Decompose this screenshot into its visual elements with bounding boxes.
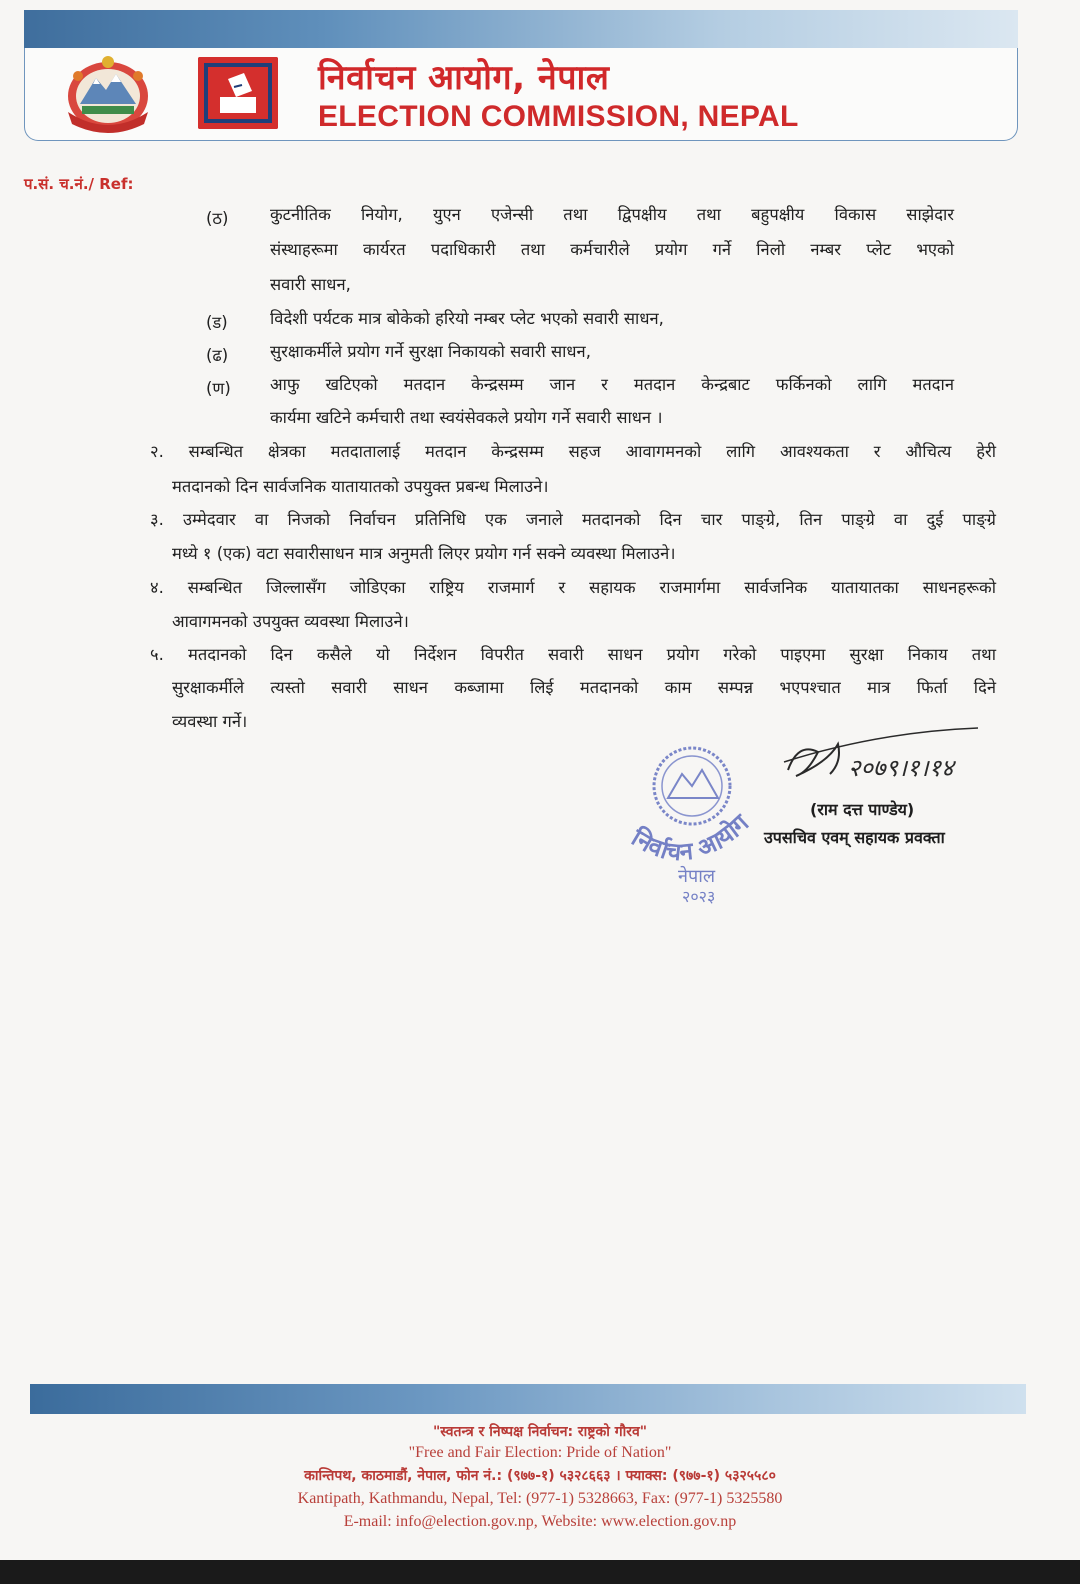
footer-motto-english: "Free and Fair Election: Pride of Nation" [408, 1444, 672, 1461]
nepal-emblem-icon [60, 52, 156, 136]
sub-item-line: विदेशी पर्यटक मात्र बोकेको हरियो नम्बर प्लेट भएको सवारी साधन, [270, 309, 664, 328]
commission-title-english: ELECTION COMMISSION, NEPAL [318, 100, 799, 133]
signature-date: २०७९।१।१४ [848, 754, 954, 782]
sub-item-marker: (ण) [206, 379, 231, 398]
numbered-item-line: २. सम्बन्धित क्षेत्रका मतदातालाई मतदान केन्द्रसम्म सहज आवागमनको लागि आवश्यकता र औचित्य हेरी [150, 442, 996, 461]
bottom-edge-strip [0, 1560, 1080, 1584]
signatory-title: उपसचिव एवम् सहायक प्रवक्ता [764, 828, 945, 847]
commission-title-nepali: निर्वाचन आयोग, नेपाल [318, 58, 610, 98]
sub-item-line: कार्यमा खटिने कर्मचारी तथा स्वयंसेवकले प्रयोग गर्ने सवारी साधन । [270, 408, 663, 427]
sub-item-line: आफु खटिएको मतदान केन्द्रसम्म जान र मतदान केन्द्रबाट फर्किनको लागि मतदान [270, 375, 954, 394]
reference-label: प.सं. च.नं./ Ref: [24, 175, 134, 193]
sub-item-marker: (ठ) [206, 209, 229, 228]
numbered-item-line: मध्ये १ (एक) वटा सवारीसाधन मात्र अनुमती लिएर प्रयोग गर्न सक्ने व्यवस्था मिलाउने। [172, 544, 676, 563]
numbered-item-line: व्यवस्था गर्ने। [172, 712, 248, 731]
stamp-year: २०२३ [682, 887, 716, 906]
footer-contact: E-mail: info@election.gov.np, Website: www.election.gov.np [343, 1513, 737, 1530]
footer-motto-nepali: "स्वतन्त्र र निष्पक्ष निर्वाचन: राष्ट्रको गौरव" [432, 1424, 648, 1440]
sub-item-marker: (ड) [206, 313, 228, 332]
numbered-item-line: ३. उम्मेदवार वा निजको निर्वाचन प्रतिनिधि एक जनाले मतदानको दिन चार पाङ्ग्रे, तिन पाङ्ग्रे वा दुई पाङ्ग्रे [150, 510, 996, 529]
numbered-item-line: ५. मतदानको दिन कसैले यो निर्देशन विपरीत सवारी साधन प्रयोग गरेको पाइएमा सुरक्षा निकाय तथा [150, 645, 996, 664]
stamp-subtext: नेपाल [678, 866, 716, 887]
footer-bar [30, 1384, 1026, 1414]
handwritten-signature-icon [778, 722, 988, 792]
numbered-item-line: ४. सम्बन्धित जिल्लासँग जोडिएका राष्ट्रिय राजमार्ग र सहायक राजमार्गमा सार्वजनिक यातायातका साधनहरूको [150, 578, 996, 597]
sub-item-line: सवारी साधन, [270, 275, 351, 294]
sub-item-line: कुटनीतिक नियोग, युएन एजेन्सी तथा द्विपक्षीय तथा बहुपक्षीय विकास साझेदार [270, 205, 954, 224]
numbered-item-line: सुरक्षाकर्मीले त्यस्तो सवारी साधन कब्जामा लिई मतदानको काम सम्पन्न भएपश्चात मात्र फिर्ता दिने [172, 678, 996, 697]
official-stamp-icon [620, 742, 780, 922]
stamp-text: निर्वाचन आयोग [626, 808, 755, 867]
signatory-name: (राम दत्त पाण्डेय) [810, 800, 915, 819]
footer-address-english: Kantipath, Kathmandu, Nepal, Tel: (977-1) 5328663, Fax: (977-1) 5325580 [297, 1490, 783, 1507]
sub-item-marker: (ढ) [206, 346, 229, 365]
ballot-box-logo-icon [198, 57, 278, 129]
sub-item-line: सुरक्षाकर्मीले प्रयोग गर्ने सुरक्षा निकायको सवारी साधन, [270, 342, 591, 361]
numbered-item-line: आवागमनको उपयुक्त व्यवस्था मिलाउने। [172, 612, 409, 631]
sub-item-line: संस्थाहरूमा कार्यरत पदाधिकारी तथा कर्मचारीले प्रयोग गर्ने निलो नम्बर प्लेट भएको [270, 240, 954, 259]
numbered-item-line: मतदानको दिन सार्वजनिक यातायातको उपयुक्त प्रबन्ध मिलाउने। [172, 477, 549, 496]
footer-address-nepali: कान्तिपथ, काठमाडौं, नेपाल, फोन नं.: (९७७-१) ५३२८६६३ । फ्याक्स: (९७७-१) ५३२५५८० [304, 1468, 776, 1484]
header-top-bar [24, 10, 1018, 50]
